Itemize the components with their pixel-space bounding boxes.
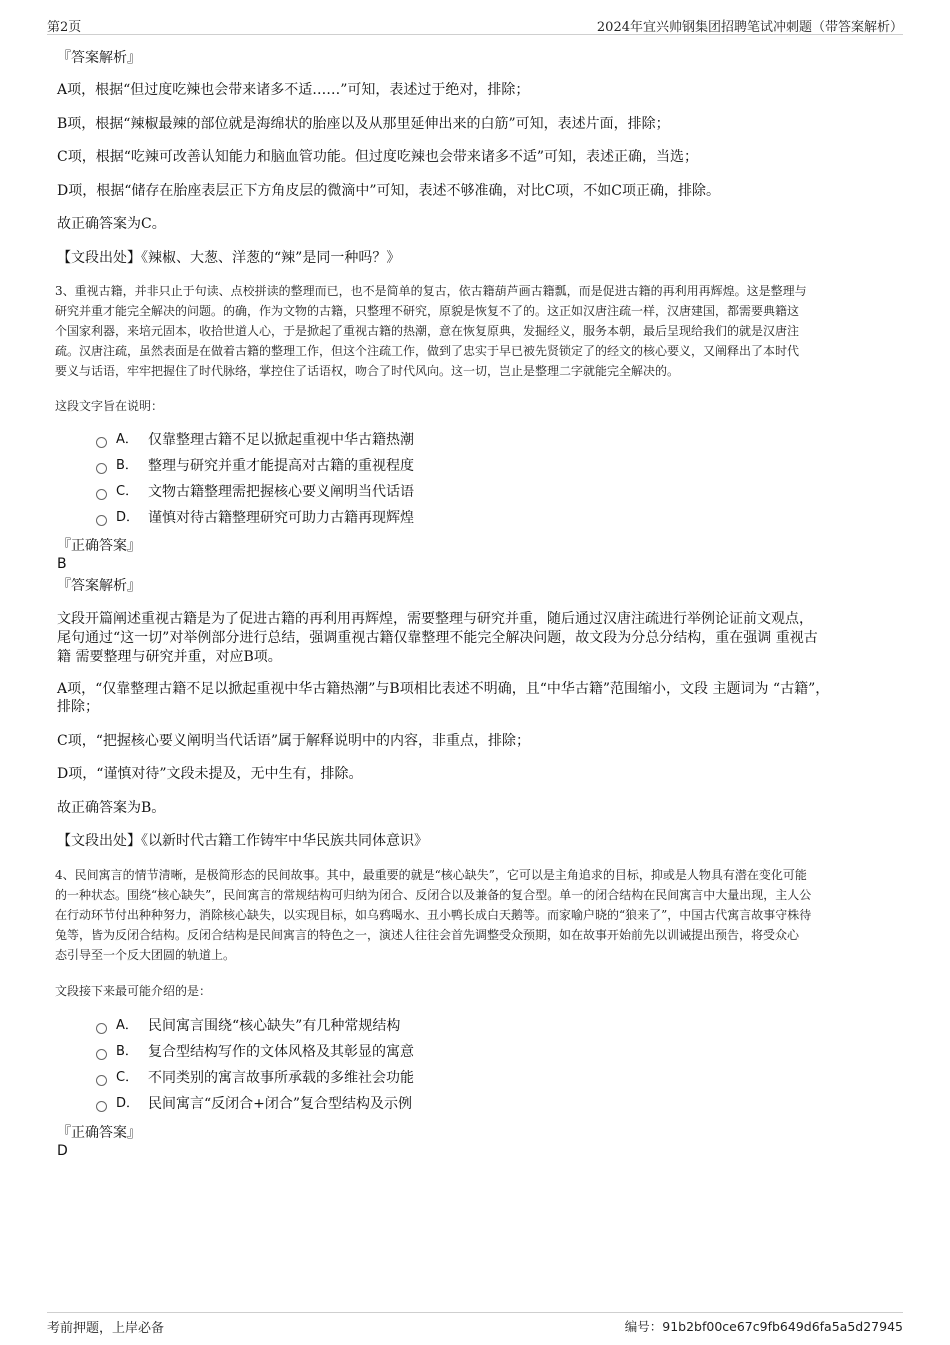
passage-line: 4、民间寓言的情节清晰，是极简形态的民间故事。其中，最重要的就是“核心缺失”，它可以是主角追求的目标，抑或是人物具有潜在变化可能 xyxy=(55,868,807,882)
radio-icon[interactable] xyxy=(96,1023,107,1034)
option-text: 谨慎对待古籍整理研究可助力古籍再现辉煌 xyxy=(148,510,414,526)
passage-line: 3、重视古籍，并非只止于句读、点校拼读的整理而已，也不是简单的复古，依古籍葫芦画古籍瓢，而是促进古籍的再利用再辉煌。这是整理与 xyxy=(55,284,807,298)
correct-answer: D xyxy=(57,1143,68,1159)
option-letter: C． xyxy=(116,1070,139,1085)
radio-icon[interactable] xyxy=(96,1075,107,1086)
passage-line: 在行动环节付出种种努力，消除核心缺失，以实现目标，如乌鸦喝水、丑小鸭长成白天鹅等。而家喻户晓的“狼来了”，中国古代寓言故事守株待 xyxy=(55,908,812,922)
passage-line: 兔等，皆为反闭合结构。反闭合结构是民间寓言的特色之一，演述人往往会首先调整受众预期，如在故事开始前先以训诫提出预告，将受众心 xyxy=(55,928,800,942)
source-citation: 【文段出处】《辣椒、大葱、洋葱的“辣”是同一种吗？》 xyxy=(57,250,401,266)
analysis-conclusion: 故正确答案为B。 xyxy=(57,800,166,816)
answer-heading: 『正确答案』 xyxy=(57,538,141,554)
passage-line: 要义与话语，牢牢把握住了时代脉络，掌控住了话语权，吻合了时代风向。这一切，岂止是整理二字就能完全解决的。 xyxy=(55,364,680,378)
analysis-line: 籍 需要整理与研究并重，对应B项。 xyxy=(57,649,282,665)
option-d[interactable] xyxy=(96,1094,412,1114)
option-d[interactable] xyxy=(96,508,414,528)
analysis-option-d: D项，“谨慎对待”文段未提及，无中生有，排除。 xyxy=(57,766,363,782)
option-text: 不同类别的寓言故事所承载的多维社会功能 xyxy=(148,1070,414,1086)
option-text: 文物古籍整理需把握核心要义阐明当代话语 xyxy=(148,484,414,500)
radio-icon[interactable] xyxy=(96,1101,107,1112)
analysis-option-a-cont: 排除； xyxy=(57,699,99,715)
option-b[interactable] xyxy=(96,1042,414,1062)
passage-line: 态引导至一个反大团圆的轨道上。 xyxy=(55,948,236,962)
radio-icon[interactable] xyxy=(96,437,107,448)
analysis-line: 文段开篇阐述重视古籍是为了促进古籍的再利用再辉煌，需要整理与研究并重，随后通过汉唐注疏进行举例论证前文观点， xyxy=(57,611,813,627)
option-text: 民间寓言“反闭合+闭合”复合型结构及示例 xyxy=(148,1096,413,1112)
radio-icon[interactable] xyxy=(96,515,107,526)
page-footer xyxy=(47,1312,903,1337)
option-text: 民间寓言围绕“核心缺失”有几种常规结构 xyxy=(148,1018,401,1034)
option-c[interactable] xyxy=(96,1068,414,1088)
option-letter: D． xyxy=(116,1096,140,1111)
footer-slogan: 考前押题，上岸必备 xyxy=(47,1321,165,1336)
radio-icon[interactable] xyxy=(96,1049,107,1060)
option-c[interactable] xyxy=(96,482,414,502)
option-letter: C． xyxy=(116,484,139,499)
option-letter: D． xyxy=(116,510,140,525)
analysis-conclusion: 故正确答案为C。 xyxy=(57,216,166,232)
analysis-option-a: A项，“仅靠整理古籍不足以掀起重视中华古籍热潮”与B项相比表述不明确，且“中华古籍”范围缩小，文段 主题词为 “古籍”， xyxy=(57,681,830,697)
option-letter: B． xyxy=(116,1044,138,1059)
analysis-line: 尾句通过“这一切”对举例部分进行总结，强调重视古籍仅靠整理不能完全解决问题，故文段为分总分结构，重在强调 重视古 xyxy=(57,630,818,646)
analysis-option-c: C项，根据“吃辣可改善认知能力和脑血管功能。但过度吃辣也会带来诸多不适”可知，表述正确，当选； xyxy=(57,149,699,165)
document-title: 2024年宜兴帅钢集团招聘笔试冲刺题（带答案解析） xyxy=(596,20,903,35)
option-letter: B． xyxy=(116,458,138,473)
source-citation: 【文段出处】《以新时代古籍工作铸牢中华民族共同体意识》 xyxy=(57,833,428,849)
question-prompt: 这段文字旨在说明： xyxy=(55,399,164,413)
analysis-heading: 『答案解析』 xyxy=(57,578,141,594)
option-a[interactable] xyxy=(96,1016,400,1036)
passage-line: 疏。汉唐注疏，虽然表面是在做着古籍的整理工作，但这个注疏工作，做到了忠实于早已被先贤锁定了的经文的核心要义，又阐释出了本时代 xyxy=(55,344,800,358)
analysis-option-d: D项，根据“储存在胎座表层正下方角皮层的微滴中”可知，表述不够准确，对比C项，不如C项正确，排除。 xyxy=(57,183,720,199)
page-header xyxy=(47,14,903,35)
radio-icon[interactable] xyxy=(96,463,107,474)
passage-line: 个国家利器，来培元固本，收拾世道人心，于是掀起了重视古籍的热潮，意在恢复原典，发掘经义，服务本朝，最后呈现给我们的就是汉唐注 xyxy=(55,324,800,338)
option-text: 仅靠整理古籍不足以掀起重视中华古籍热潮 xyxy=(148,432,414,448)
analysis-option-c: C项，“把握核心要义阐明当代话语”属于解释说明中的内容，非重点，排除； xyxy=(57,733,531,749)
radio-icon[interactable] xyxy=(96,489,107,500)
question-prompt: 文段接下来最可能介绍的是： xyxy=(55,984,212,998)
passage-line: 研究并重才能完全解决的问题。的确，作为文物的古籍，只整理不研究，原貌是恢复不了的。这正如汉唐注疏一样，汉唐建国，都需要典籍这 xyxy=(55,304,800,318)
option-letter: A． xyxy=(116,1018,138,1033)
option-letter: A． xyxy=(116,432,138,447)
answer-heading: 『正确答案』 xyxy=(57,1125,141,1141)
analysis-heading: 『答案解析』 xyxy=(57,50,141,66)
option-text: 整理与研究并重才能提高对古籍的重视程度 xyxy=(148,458,414,474)
correct-answer: B xyxy=(57,556,67,572)
page-number: 第2页 xyxy=(47,20,82,35)
passage-line: 的一种状态。围绕“核心缺失”，民间寓言的常规结构可归纳为闭合、反闭合以及兼备的复合型。单一的闭合结构在民间寓言中大量出现，主人公 xyxy=(55,888,812,902)
option-text: 复合型结构写作的文体风格及其彰显的寓意 xyxy=(148,1044,414,1060)
option-b[interactable] xyxy=(96,456,414,476)
analysis-option-a: A项，根据“但过度吃辣也会带来诸多不适……”可知，表述过于绝对，排除； xyxy=(57,82,530,98)
document-code: 编号：91b2bf00ce67c9fb649d6fa5a5d27945 xyxy=(624,1319,903,1334)
analysis-option-b: B项，根据“辣椒最辣的部位就是海绵状的胎座以及从那里延伸出来的白筋”可知，表述片面，排除； xyxy=(57,116,670,132)
option-a[interactable] xyxy=(96,430,414,450)
